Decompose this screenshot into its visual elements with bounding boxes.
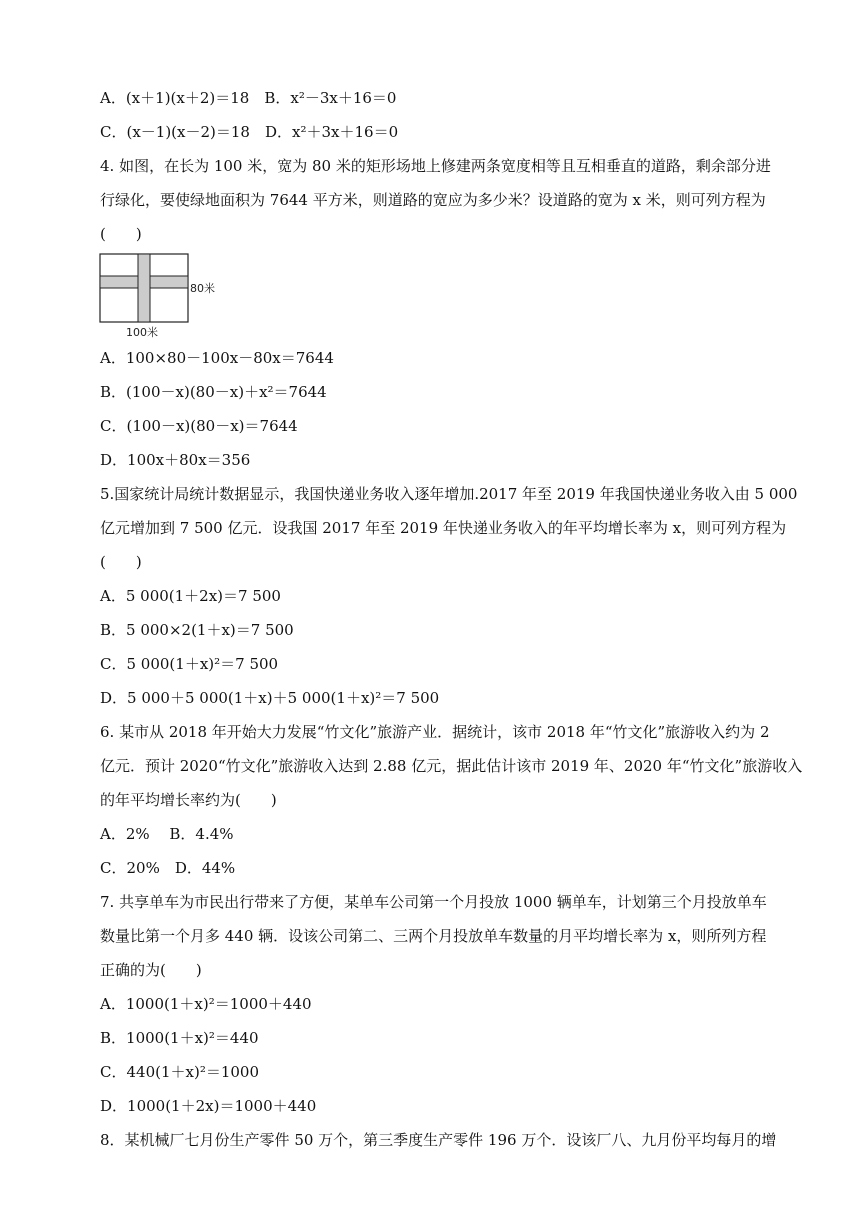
text-line: ( ) <box>100 225 142 243</box>
text-line: C．5 000(1＋x)²＝7 500 <box>100 655 279 673</box>
text-line: C．20% D．44% <box>100 859 236 877</box>
text-line: 正确的为( ) <box>100 961 202 979</box>
text-line: A．2% B．4.4% <box>100 825 234 843</box>
text-line: 4. 如图，在长为 100 米，宽为 80 米的矩形场地上修建两条宽度相等且互相垂直的道路，剩余部分进 <box>100 157 771 175</box>
text-line: C．440(1＋x)²＝1000 <box>100 1063 260 1081</box>
text-line: D．100x＋80x＝356 <box>100 451 251 469</box>
text-line: C．(x－1)(x－2)＝18 D．x²＋3x＋16＝0 <box>100 123 399 141</box>
text-line: 的年平均增长率约为( ) <box>100 791 277 809</box>
text-line: 亿元增加到 7 500 亿元．设我国 2017 年至 2019 年快递业务收入的年平均增长率为 x，则可列方程为 <box>100 519 787 537</box>
vertical-road <box>138 254 150 322</box>
text-line: B．5 000×2(1＋x)＝7 500 <box>100 621 294 639</box>
text-line: D．5 000＋5 000(1＋x)＋5 000(1＋x)²＝7 500 <box>100 689 440 707</box>
text-line: 亿元．预计 2020“竹文化”旅游收入达到 2.88 亿元，据此估计该市 2019 年、2020 年“竹文化”旅游收入 <box>100 757 803 775</box>
text-line: A．1000(1＋x)²＝1000＋440 <box>100 995 312 1013</box>
text-line: 7. 共享单车为市民出行带来了方便，某单车公司第一个月投放 1000 辆单车，计划第三个月投放单车 <box>100 893 767 911</box>
text-line: 行绿化，要使绿地面积为 7644 平方米，则道路的宽应为多少米？设道路的宽为 x 米，则可列方程为 <box>100 191 766 209</box>
text-line: 数量比第一个月多 440 辆．设该公司第二、三两个月投放单车数量的月平均增长率为 x，则所列方程 <box>100 927 767 945</box>
text-line: B．1000(1＋x)²＝440 <box>100 1029 259 1047</box>
length-label: 100米 <box>126 326 158 339</box>
text-line: D．1000(1＋2x)＝1000＋440 <box>100 1097 317 1115</box>
text-line: A．5 000(1＋2x)＝7 500 <box>100 587 281 605</box>
text-line: 6. 某市从 2018 年开始大力发展“竹文化”旅游产业．据统计，该市 2018 年“竹文化”旅游收入约为 2 <box>100 723 770 741</box>
text-line: C．(100－x)(80－x)＝7644 <box>100 417 298 435</box>
text-line: 8．某机械厂七月份生产零件 50 万个，第三季度生产零件 196 万个．设该厂八、九月份平均每月的增 <box>100 1131 777 1149</box>
text-line: ( ) <box>100 553 142 571</box>
text-line: A．(x＋1)(x＋2)＝18 B．x²－3x＋16＝0 <box>100 89 397 107</box>
text-line: A．100×80－100x－80x＝7644 <box>100 349 334 367</box>
text-line: 5.国家统计局统计数据显示，我国快递业务收入逐年增加.2017 年至 2019 年我国快递业务收入由 5 000 <box>100 485 798 503</box>
width-label: 80米 <box>190 282 215 295</box>
rectangle-field-figure <box>96 250 226 340</box>
text-line: B．(100－x)(80－x)＋x²＝7644 <box>100 383 327 401</box>
